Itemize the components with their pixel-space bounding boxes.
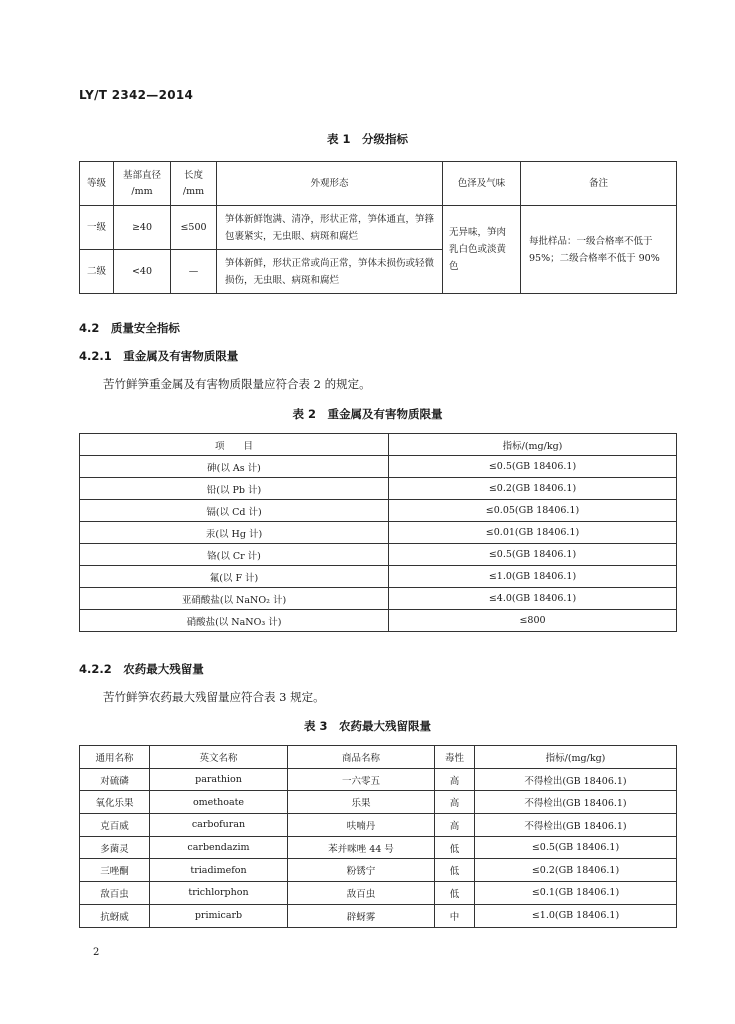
common-name-cell: 氧化乐果: [80, 791, 150, 814]
table-row: [80, 904, 677, 927]
common-name-cell: 多菌灵: [80, 836, 150, 859]
table-row: [80, 882, 677, 905]
color-smell-cell: 无异味，笋肉乳白色或淡黄色: [443, 206, 521, 294]
table-row: [80, 478, 677, 500]
trade-name-cell: 辟蚜雾: [288, 904, 435, 927]
trade-name-cell: 苯并咪唑 44 号: [288, 836, 435, 859]
toxicity-cell: 低: [435, 836, 475, 859]
limit-cell: ≤0.1(GB 18406.1): [475, 882, 677, 905]
appearance-cell: 笋体新鲜饱满、清净，形状正常，笋体通直，笋箨包裹紧实，无虫眼、病斑和腐烂: [217, 206, 443, 250]
toxicity-cell: 低: [435, 859, 475, 882]
section-text-4-2-2: 苦竹鲜笋农药最大残留量应符合表 3 规定。: [103, 690, 325, 704]
diameter-cell: ≥40: [114, 206, 171, 250]
table-row: [80, 768, 677, 791]
grade-cell: 二级: [80, 250, 114, 294]
common-name-cell: 三唑酮: [80, 859, 150, 882]
item-cell: 铬(以 Cr 计): [80, 544, 389, 566]
table-row: [80, 610, 677, 632]
english-name-cell: parathion: [150, 768, 288, 791]
table1-caption: 表 1 分级指标: [326, 132, 408, 146]
section-text-4-2-1: 苦竹鲜笋重金属及有害物质限量应符合表 2 的规定。: [103, 377, 371, 391]
header-appearance: 外观形态: [217, 162, 443, 206]
header-trade-name: 商品名称: [288, 746, 435, 769]
limit-cell: ≤0.5(GB 18406.1): [389, 544, 677, 566]
common-name-cell: 克百威: [80, 814, 150, 837]
limit-cell: 不得检出(GB 18406.1): [475, 791, 677, 814]
table3-caption: 表 3 农药最大残留限量: [303, 719, 431, 733]
header-length: 长度 /mm: [171, 162, 217, 206]
table-row: [80, 206, 677, 250]
table2-caption: 表 2 重金属及有害物质限量: [292, 407, 443, 421]
item-cell: 亚硝酸盐(以 NaNO₂ 计): [80, 588, 389, 610]
toxicity-cell: 高: [435, 768, 475, 791]
table-header-row: [80, 746, 677, 769]
grade-cell: 一级: [80, 206, 114, 250]
limit-cell: ≤0.01(GB 18406.1): [389, 522, 677, 544]
header-item: 项 目: [80, 434, 389, 456]
english-name-cell: trichlorphon: [150, 882, 288, 905]
section-heading-4-2-2: 4.2.2 农药最大残留量: [79, 662, 204, 676]
trade-name-cell: 敌百虫: [288, 882, 435, 905]
header-limit: 指标/(mg/kg): [475, 746, 677, 769]
table-header-row: [80, 434, 677, 456]
length-cell: —: [171, 250, 217, 294]
pesticide-residue-table: [79, 745, 677, 928]
item-cell: 镉(以 Cd 计): [80, 500, 389, 522]
header-color-smell: 色泽及气味: [443, 162, 521, 206]
limit-cell: 不得检出(GB 18406.1): [475, 814, 677, 837]
common-name-cell: 抗蚜威: [80, 904, 150, 927]
table-row: [80, 588, 677, 610]
item-cell: 砷(以 As 计): [80, 456, 389, 478]
length-cell: ≤500: [171, 206, 217, 250]
header-common-name: 通用名称: [80, 746, 150, 769]
limit-cell: ≤1.0(GB 18406.1): [475, 904, 677, 927]
remarks-cell: 每批样品：一级合格率不低于 95%；二级合格率不低于 90%: [521, 206, 677, 294]
table-row: [80, 500, 677, 522]
item-cell: 硝酸盐(以 NaNO₃ 计): [80, 610, 389, 632]
limit-cell: ≤800: [389, 610, 677, 632]
appearance-cell: 笋体新鲜，形状正常或尚正常，笋体未损伤或轻微损伤，无虫眼、病斑和腐烂: [217, 250, 443, 294]
limit-cell: ≤0.05(GB 18406.1): [389, 500, 677, 522]
trade-name-cell: 乐果: [288, 791, 435, 814]
header-toxicity: 毒性: [435, 746, 475, 769]
trade-name-cell: 呋喃丹: [288, 814, 435, 837]
page-number: 2: [93, 947, 100, 958]
toxicity-cell: 低: [435, 882, 475, 905]
table-row: [80, 456, 677, 478]
table-row: [80, 859, 677, 882]
limit-cell: ≤0.5(GB 18406.1): [389, 456, 677, 478]
limit-cell: ≤0.2(GB 18406.1): [389, 478, 677, 500]
trade-name-cell: 粉锈宁: [288, 859, 435, 882]
header-english-name: 英文名称: [150, 746, 288, 769]
grading-table: [79, 161, 677, 294]
section-heading-4-2-1: 4.2.1 重金属及有害物质限量: [79, 349, 239, 363]
header-limit: 指标/(mg/kg): [389, 434, 677, 456]
toxicity-cell: 中: [435, 904, 475, 927]
english-name-cell: primicarb: [150, 904, 288, 927]
table-row: [80, 544, 677, 566]
english-name-cell: carbendazim: [150, 836, 288, 859]
item-cell: 铅(以 Pb 计): [80, 478, 389, 500]
table-row: [80, 566, 677, 588]
table-row: [80, 814, 677, 837]
header-remarks: 备注: [521, 162, 677, 206]
heavy-metals-table: [79, 433, 677, 632]
common-name-cell: 对硫磷: [80, 768, 150, 791]
limit-cell: ≤1.0(GB 18406.1): [389, 566, 677, 588]
item-cell: 汞(以 Hg 计): [80, 522, 389, 544]
toxicity-cell: 高: [435, 791, 475, 814]
english-name-cell: triadimefon: [150, 859, 288, 882]
table-row: [80, 791, 677, 814]
limit-cell: ≤0.2(GB 18406.1): [475, 859, 677, 882]
limit-cell: 不得检出(GB 18406.1): [475, 768, 677, 791]
common-name-cell: 敌百虫: [80, 882, 150, 905]
toxicity-cell: 高: [435, 814, 475, 837]
header-grade: 等级: [80, 162, 114, 206]
english-name-cell: omethoate: [150, 791, 288, 814]
item-cell: 氟(以 F 计): [80, 566, 389, 588]
table-row: [80, 522, 677, 544]
table-row: [80, 836, 677, 859]
table-header-row: [80, 162, 677, 206]
trade-name-cell: 一六零五: [288, 768, 435, 791]
document-code: LY/T 2342—2014: [79, 88, 194, 102]
diameter-cell: <40: [114, 250, 171, 294]
english-name-cell: carbofuran: [150, 814, 288, 837]
header-diameter: 基部直径 /mm: [114, 162, 171, 206]
limit-cell: ≤0.5(GB 18406.1): [475, 836, 677, 859]
section-heading-4-2: 4.2 质量安全指标: [79, 321, 180, 335]
limit-cell: ≤4.0(GB 18406.1): [389, 588, 677, 610]
